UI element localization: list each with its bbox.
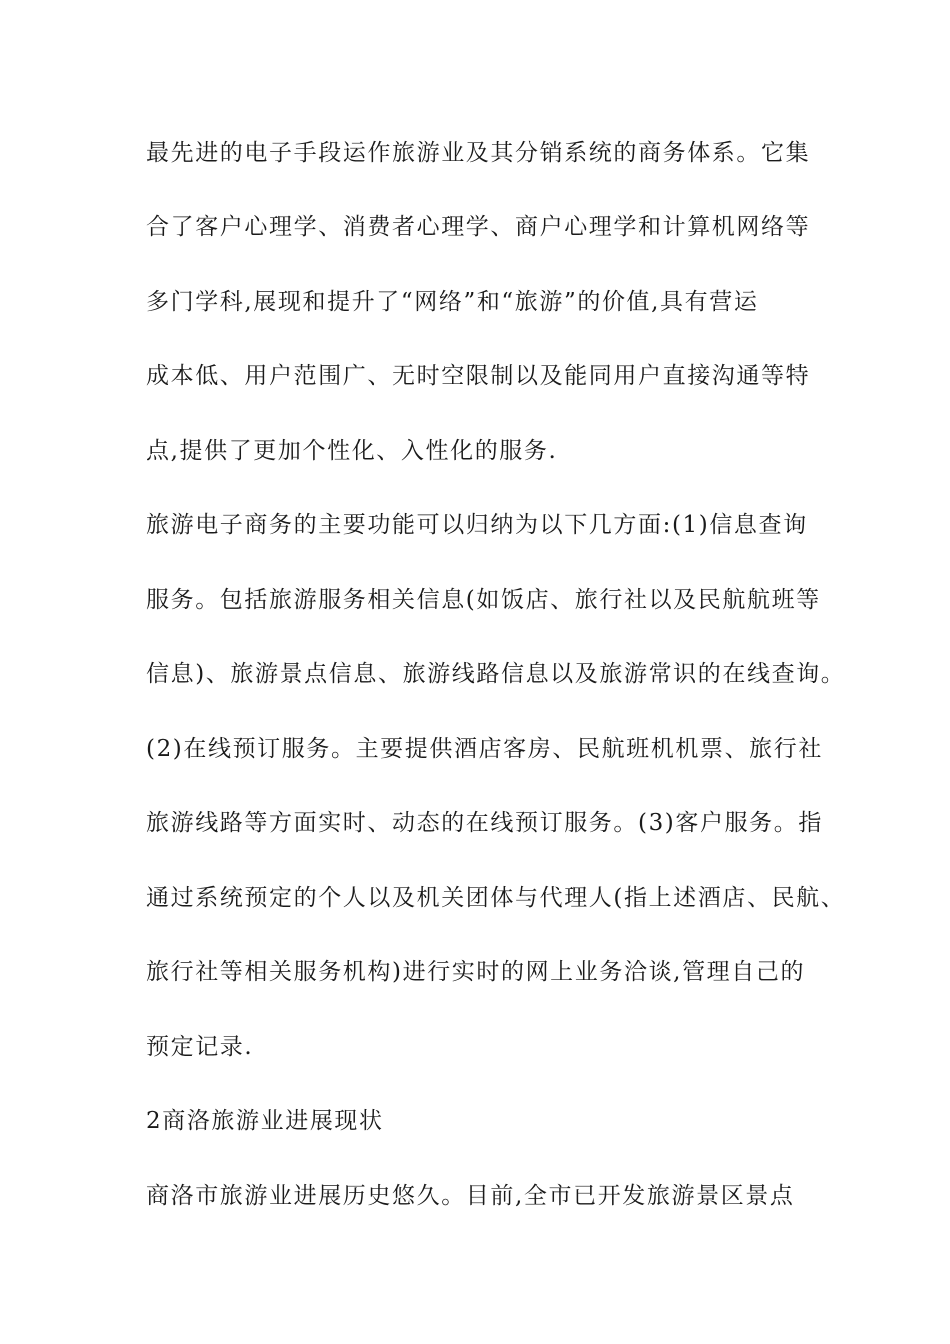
- text-line: 最先进的电子手段运作旅游业及其分销系统的商务体系。它集: [146, 140, 811, 166]
- text-line: 旅游线路等方面实时、动态的在线预订服务。(3)客户服务。指: [146, 810, 823, 836]
- text-line: 成本低、用户范围广、无时空限制以及能同用户直接沟通等特: [146, 363, 811, 389]
- text-line: 服务。包括旅游服务相关信息(如饭店、旅行社以及民航航班等: [146, 587, 821, 613]
- text-line: 点,提供了更加个性化、入性化的服务.: [146, 438, 558, 464]
- text-line: 合了客户心理学、消费者心理学、商户心理学和计算机网络等: [146, 214, 811, 240]
- text-line: 信息)、旅游景点信息、旅游线路信息以及旅游常识的在线查询。: [146, 661, 846, 687]
- text-line: 多门学科,展现和提升了“网络”和“旅游”的价值,具有营运: [146, 289, 759, 315]
- text-line: 商洛市旅游业进展历史悠久。目前,全市已开发旅游景区景点: [146, 1183, 795, 1209]
- text-line: 旅行社等相关服务机构)进行实时的网上业务洽谈,管理自己的: [146, 959, 806, 985]
- text-line: 预定记录.: [146, 1034, 254, 1060]
- text-line: 通过系统预定的个人以及机关团体与代理人(指上述酒店、民航、: [146, 885, 846, 911]
- text-line: (2)在线预订服务。主要提供酒店客房、民航班机机票、旅行社: [146, 736, 823, 762]
- section-heading: 2商洛旅游业进展现状: [146, 1108, 384, 1134]
- text-line: 旅游电子商务的主要功能可以归纳为以下几方面:(1)信息查询: [146, 512, 808, 538]
